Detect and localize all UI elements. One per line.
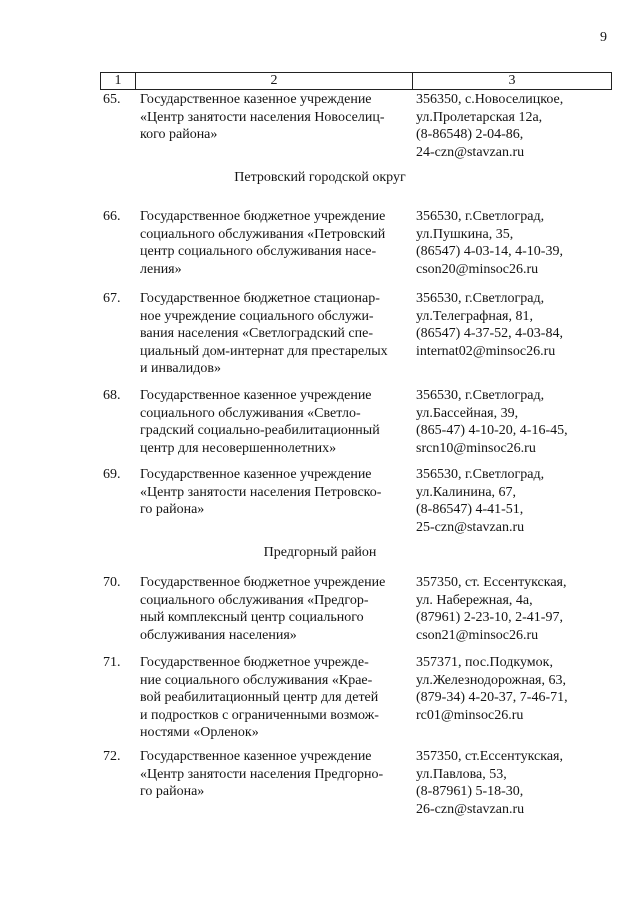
entry-address-line: internat02@minsoc26.ru [416,343,556,359]
column-name-header: 2 [136,73,413,90]
entry-address [416,748,616,818]
entry-address-line: ул.Пушкина, 35, [416,226,514,242]
entry-name-line: вания населения «Светлоградский спе- [140,326,373,341]
entry-address-line: (8-86548) 2-04-86, [416,127,524,142]
entry-address-line: (86547) 4-37-52, 4-03-84, [416,326,563,341]
entry-address-line: 356530, г.Светлоград, [416,467,545,482]
entry-name-line: Государственное казенное учреждение [140,749,372,764]
entry-name-line: социального обслуживания «Предгор- [140,592,369,608]
entry-number: 69. [103,467,121,482]
section-title-petrovsky: Петровский городской округ [234,170,406,185]
entry-address-line: 357350, ст. Ессентукская, [416,575,567,590]
entry-address-line: 26-czn@stavzan.ru [416,801,525,817]
entry-name-line: ное учреждение социального обслужи- [140,308,374,324]
entry-address-line: cson21@minsoc26.ru [416,627,539,643]
entry-address-line: 24-czn@stavzan.ru [416,144,525,160]
entry-name-line: Государственное бюджетное стационар- [140,291,380,306]
entry-name-line: вой реабилитационный центр для детей [140,690,379,705]
entry-name [140,290,406,378]
entry-name-line: ностями «Орленок» [140,725,259,740]
entry-name-line: градский социально-реабилитационный [140,423,380,438]
table-header [100,72,612,90]
entry-name-line: ный комплексный центр социального [140,610,364,625]
entry-name-line: Государственное казенное учреждение [140,92,372,107]
entry-name-line: и инвалидов» [140,361,221,376]
entry-name [140,466,406,519]
entry-address [416,387,616,457]
entry-name-line: центр для несовершеннолетних» [140,440,337,456]
entry-address-line: 357350, ст.Ессентукская, [416,749,563,764]
entry-name [140,748,406,801]
entry-name-line: социального обслуживания «Светло- [140,405,361,421]
entry-name-line: обслуживания населения» [140,627,297,643]
entry-address-line: (879-34) 4-20-37, 7-46-71, [416,690,568,705]
entry-address [416,290,616,360]
entry-number: 66. [103,209,121,224]
entry-name-line: «Центр занятости населения Предгорно- [140,766,384,782]
entry-address-line: (865-47) 4-10-20, 4-16-45, [416,423,568,438]
entry-address-line: ул.Калинина, 67, [416,484,517,500]
entry-name [140,654,406,742]
section-title-predgorny: Предгорный район [263,545,377,560]
entry-name-line: циальный дом-интернат для престарелых [140,343,388,359]
entry-name [140,208,406,278]
entry-name-line: и подростков с ограниченными возмож- [140,707,379,723]
entry-address-line: (86547) 4-03-14, 4-10-39, [416,244,563,259]
entry-address-line: 356530, г.Светлоград, [416,209,545,224]
entry-address-line: 25-czn@stavzan.ru [416,519,525,535]
column-address-header: 3 [413,73,612,90]
entry-name-line: кого района» [140,127,218,142]
entry-address-line: (87961) 2-23-10, 2-41-97, [416,610,563,625]
entry-name-line: Государственное бюджетное учреждение [140,575,386,590]
entry-number: 70. [103,575,121,590]
entry-address [416,574,616,644]
entry-address-line: ул.Павлова, 53, [416,766,507,782]
entry-address-line: srcn10@minsoc26.ru [416,440,536,456]
entry-address-line: (8-87961) 5-18-30, [416,784,524,799]
entry-name-line: «Центр занятости населения Новоселиц- [140,109,385,125]
entry-number: 67. [103,291,121,306]
entry-address [416,466,616,536]
entry-name-line: го района» [140,502,205,517]
entry-name-line: «Центр занятости населения Петровско- [140,484,382,500]
entry-name-line: го района» [140,784,205,799]
entry-number: 72. [103,749,121,764]
entry-address-line: 356530, г.Светлоград, [416,291,545,306]
entry-address-line: ул.Телеграфная, 81, [416,308,533,324]
entry-address-line: rc01@minsoc26.ru [416,707,524,723]
entry-number: 65. [103,92,121,107]
entry-number: 68. [103,388,121,403]
entry-name-line: Государственное бюджетное учреждение [140,209,386,224]
entry-address-line: ул. Набережная, 4а, [416,592,533,608]
entry-address [416,208,616,278]
entry-name [140,91,406,144]
entry-name [140,387,406,457]
entry-address-line: ул.Железнодорожная, 63, [416,672,567,688]
column-number-header: 1 [101,73,136,90]
entry-name-line: Государственное казенное учреждение [140,467,372,482]
page-number: 9 [600,30,607,45]
entry-number: 71. [103,655,121,670]
entry-address-line: 356350, с.Новоселицкое, [416,92,564,107]
entry-name-line: Государственное казенное учреждение [140,388,372,403]
entry-name-line: центр социального обслуживания насе- [140,244,377,259]
entry-name [140,574,406,644]
entry-name-line: ние социального обслуживания «Крае- [140,672,373,688]
entry-name-line: Государственное бюджетное учрежде- [140,655,369,670]
entry-name-line: ления» [140,261,182,277]
entry-address [416,654,616,724]
entry-address-line: cson20@minsoc26.ru [416,261,539,277]
entry-name-line: социального обслуживания «Петровский [140,226,386,242]
entry-address-line: ул.Пролетарская 12а, [416,109,543,125]
entry-address-line: (8-86547) 4-41-51, [416,502,524,517]
entry-address-line: ул.Бассейная, 39, [416,405,519,421]
entry-address-line: 357371, пос.Подкумок, [416,655,553,670]
entry-address-line: 356530, г.Светлоград, [416,388,545,403]
entry-address [416,91,616,161]
